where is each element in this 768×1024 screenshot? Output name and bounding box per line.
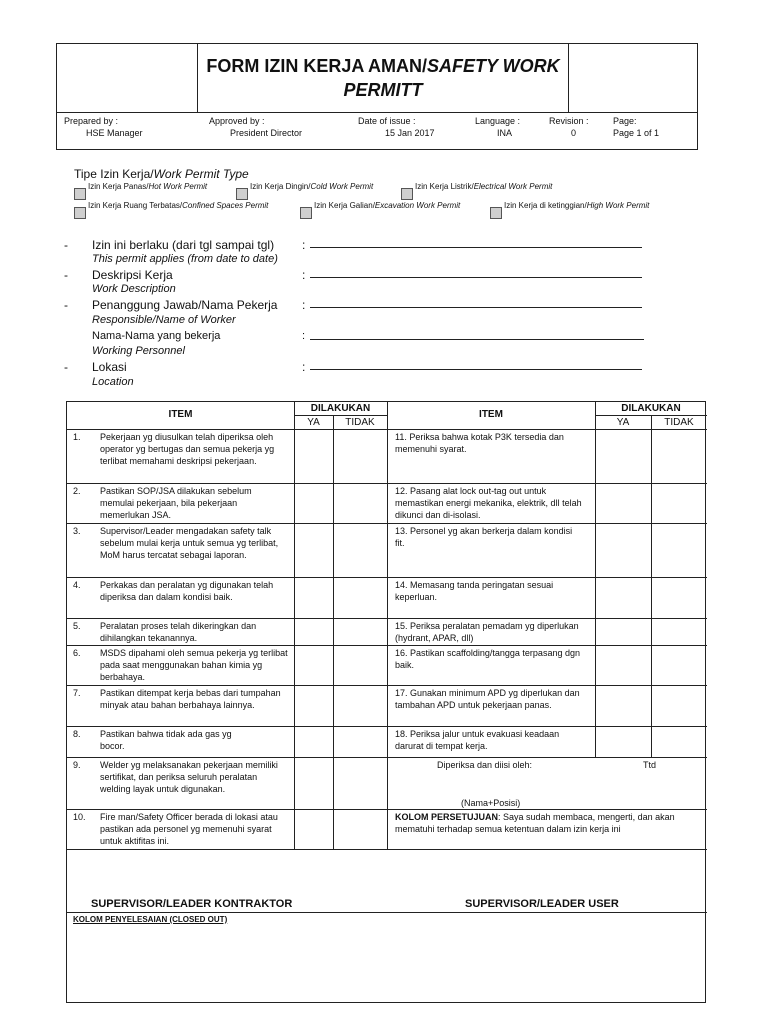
date-label: Date of issue : <box>358 116 416 126</box>
checklist-item: Fire man/Safety Officer berada di lokasi atau pastikan ada personel yg memenuhi syarat untuk aktifitas ini. <box>100 812 278 846</box>
checklist-item: 13. Personel yg akan berkerja dalam kondisi fit. <box>395 526 573 548</box>
permit-label: Izin Kerja Ruang Terbatas/ <box>88 201 183 210</box>
field-sublabel: Work Description <box>92 283 176 295</box>
field-label: Deskripsi Kerja <box>92 268 173 282</box>
row-number: 8. <box>73 729 81 739</box>
row-number: 6. <box>73 648 81 658</box>
row-number: 10. <box>73 812 86 822</box>
checklist-item: Pastikan bahwa tidak ada gas yg bocor. <box>100 729 232 751</box>
checklist-item: 15. Periksa peralatan pemadam yg diperlukan (hydrant, APAR, dll) <box>395 621 579 643</box>
permit-electrical[interactable] <box>401 182 552 200</box>
permit-hot[interactable] <box>74 182 207 200</box>
row-divider <box>67 726 707 727</box>
field-sublabel: This permit applies (from date to date) <box>92 253 278 265</box>
permit-label-italic: Cold Work Permit <box>310 182 374 191</box>
checklist-item: 17. Gunakan minimum APD yg diperlukan dan tambahan APD untuk pekerjaan panas. <box>395 688 580 710</box>
row-number: 9. <box>73 760 81 770</box>
logo-area <box>57 44 198 112</box>
checklist-item: 12. Pasang alat lock out-tag out untuk memastikan energi mekanika, elektrik, dll telah dikunci dan di-isolasi. <box>395 486 582 520</box>
language-value: INA <box>497 128 513 138</box>
ya-header-left: YA <box>307 417 320 428</box>
bullet-dash: - <box>64 298 68 312</box>
agreement-title: KOLOM PERSETUJUAN <box>395 812 499 822</box>
location-input-line[interactable] <box>310 360 642 370</box>
revision-value: 0 <box>571 128 577 138</box>
agreement-body: : Saya sudah membaca, mengerti, dan akan mematuhi terhadap semua ketentuan dalam izin kerja ini <box>395 812 675 834</box>
permit-excavation[interactable] <box>300 201 460 219</box>
permit-label: Izin Kerja Dingin/ <box>250 182 311 191</box>
language <box>475 115 520 139</box>
personnel-input-line[interactable] <box>310 330 644 340</box>
row-divider <box>67 849 707 850</box>
page-value: Page 1 of 1 <box>613 128 660 138</box>
permit-label: Izin Kerja Galian/ <box>314 201 375 210</box>
revision <box>549 115 589 139</box>
row-number: 5. <box>73 621 81 631</box>
approved-by <box>209 115 302 139</box>
col-divider <box>333 415 334 849</box>
col-divider <box>651 415 652 757</box>
permit-label-italic: Excavation Work Permit <box>374 201 461 210</box>
closeout-label: KOLOM PENYELESAIAN (CLOSED OUT) <box>73 915 228 924</box>
col-divider <box>294 402 295 849</box>
permit-label-italic: Electrical Work Permit <box>473 182 553 191</box>
responsible-input-line[interactable] <box>310 298 642 308</box>
agreement-text <box>395 811 700 835</box>
checklist-item: 11. Periksa bahwa kotak P3K tersedia dan memenuhi syarat. <box>395 432 564 454</box>
field-sublabel: Location <box>92 376 134 388</box>
field-sublabel: Responsible/Name of Worker <box>92 314 236 326</box>
permit-label: Izin Kerja di ketinggian/ <box>504 201 587 210</box>
row-divider <box>67 429 707 430</box>
row-number: 3. <box>73 526 81 536</box>
approved-value: President Director <box>230 128 303 138</box>
validity-input-line[interactable] <box>310 238 642 248</box>
checklist-item: MSDS dipahami oleh semua pekerja yg terlibat pada saat menggunakan bahan kimia yg berbahaya. <box>100 648 288 682</box>
row-divider <box>67 912 707 913</box>
name-position-label: (Nama+Posisi) <box>461 798 521 808</box>
item-header-left: ITEM <box>168 409 193 420</box>
signature-user: SUPERVISOR/LEADER USER <box>465 898 619 910</box>
permit-type-title-italic: Work Permit Type <box>153 167 249 181</box>
date-value: 15 Jan 2017 <box>385 128 435 138</box>
checklist-item: Peralatan proses telah dikeringkan dan dihilangkan tekanannya. <box>100 621 257 643</box>
checklist-item: Welder yg melaksanakan pekerjaan memiliki sertifikat, dan periksa seluruh peralatan welding layak untuk digunakan. <box>100 760 278 794</box>
checkbox[interactable] <box>74 207 86 219</box>
field-colon: : <box>302 360 306 374</box>
field-label: Nama-Nama yang bekerja <box>92 330 221 342</box>
field-label: Lokasi <box>92 360 127 374</box>
bullet-dash: - <box>64 238 68 252</box>
checkbox[interactable] <box>401 188 413 200</box>
checklist-item: 16. Pastikan scaffolding/tangga terpasang dgn baik. <box>395 648 580 670</box>
checklist-item: Pastikan ditempat kerja bebas dari tumpahan minyak atau bahan berbahaya lainnya. <box>100 688 281 710</box>
col-divider <box>595 402 596 757</box>
row-divider <box>67 618 707 619</box>
permit-label: Izin Kerja Listrik/ <box>415 182 474 191</box>
checklist-item: 14. Memasang tanda peringatan sesuai keperluan. <box>395 580 554 602</box>
checked-by-label: Diperiksa dan diisi oleh: <box>437 760 533 770</box>
permit-label-italic: High Work Permit <box>586 201 650 210</box>
field-sublabel: Working Personnel <box>92 345 185 357</box>
ttd-label: Ttd <box>643 760 657 770</box>
permit-confined[interactable] <box>74 201 268 219</box>
col-divider <box>387 402 388 849</box>
item-header-right: ITEM <box>479 409 503 420</box>
checklist-item: Pastikan SOP/JSA dilakukan sebelum memulai pekerjaan, bila pekerjaan memerlukan JSA. <box>100 486 252 520</box>
permit-label: Izin Kerja Panas/ <box>88 182 149 191</box>
permit-type-title-plain: Tipe Izin Kerja/ <box>74 167 154 181</box>
row-divider <box>595 415 707 416</box>
prepared-by <box>64 115 143 139</box>
row-divider <box>67 809 707 810</box>
description-input-line[interactable] <box>310 268 642 278</box>
permit-label-italic: Hot Work Permit <box>148 182 208 191</box>
field-label: Penanggung Jawab/Nama Pekerja <box>92 298 278 312</box>
dilakukan-header-left: DILAKUKAN <box>310 403 371 414</box>
title-italic: SAFETY WORK <box>427 56 560 76</box>
checklist-item: Pekerjaan yg diusulkan telah diperiksa oleh operator yg bertugas dan semua pekerja yg terlibat memahami deskripsi pekerjaan. <box>100 432 275 466</box>
title-plain: FORM IZIN KERJA AMAN/ <box>206 56 427 76</box>
header-right-box <box>568 44 697 112</box>
checklist-item: 18. Periksa jalur untuk evakuasi keadaan darurat di tempat kerja. <box>395 729 560 751</box>
approved-label: Approved by : <box>209 116 265 126</box>
permit-type-title <box>74 167 249 181</box>
row-divider <box>67 685 707 686</box>
field-colon: : <box>302 268 306 282</box>
ya-header-right: YA <box>616 417 630 428</box>
checklist-item: Perkakas dan peralatan yg digunakan telah diperiksa dan dalam kondisi baik. <box>100 580 274 602</box>
language-label: Language : <box>475 116 521 126</box>
bullet-dash: - <box>64 360 68 374</box>
checklist-table <box>66 401 706 1003</box>
checklist-item: Supervisor/Leader mengadakan safety talk sebelum mulai kerja untuk semua yg terlibat, MoM harus tercatat sebagai laporan. <box>100 526 279 560</box>
checkbox[interactable] <box>74 188 86 200</box>
row-divider <box>67 757 707 758</box>
row-divider <box>67 523 707 524</box>
field-colon: : <box>302 330 306 342</box>
checkbox[interactable] <box>300 207 312 219</box>
dilakukan-header-right: DILAKUKAN <box>621 403 681 414</box>
prepared-label: Prepared by : <box>64 116 119 126</box>
revision-label: Revision : <box>549 116 589 126</box>
tidak-header-left: TIDAK <box>345 417 375 428</box>
row-number: 7. <box>73 688 81 698</box>
permit-label-italic: Confined Spaces Permit <box>182 201 269 210</box>
permit-height[interactable] <box>490 201 649 219</box>
form-header <box>56 43 698 150</box>
permit-cold[interactable] <box>236 182 373 200</box>
row-divider <box>67 645 707 646</box>
row-divider <box>67 483 707 484</box>
checkbox[interactable] <box>236 188 248 200</box>
form-title <box>198 44 568 112</box>
title-italic-line2: PERMITT <box>343 80 423 100</box>
field-colon: : <box>302 238 306 252</box>
prepared-value: HSE Manager <box>86 128 143 138</box>
row-number: 1. <box>73 432 81 442</box>
page-info <box>613 115 659 139</box>
checkbox[interactable] <box>490 207 502 219</box>
row-number: 4. <box>73 580 81 590</box>
row-divider <box>67 577 707 578</box>
field-colon: : <box>302 298 306 312</box>
bullet-dash: - <box>64 268 68 282</box>
signature-contractor: SUPERVISOR/LEADER KONTRAKTOR <box>91 898 293 910</box>
page-label: Page: <box>613 116 637 126</box>
header-divider <box>57 112 697 113</box>
date-of-issue <box>358 115 435 139</box>
row-divider <box>294 415 387 416</box>
row-number: 2. <box>73 486 81 496</box>
tidak-header-right: TIDAK <box>664 417 694 428</box>
field-label: Izin ini berlaku (dari tgl sampai tgl) <box>92 238 275 252</box>
